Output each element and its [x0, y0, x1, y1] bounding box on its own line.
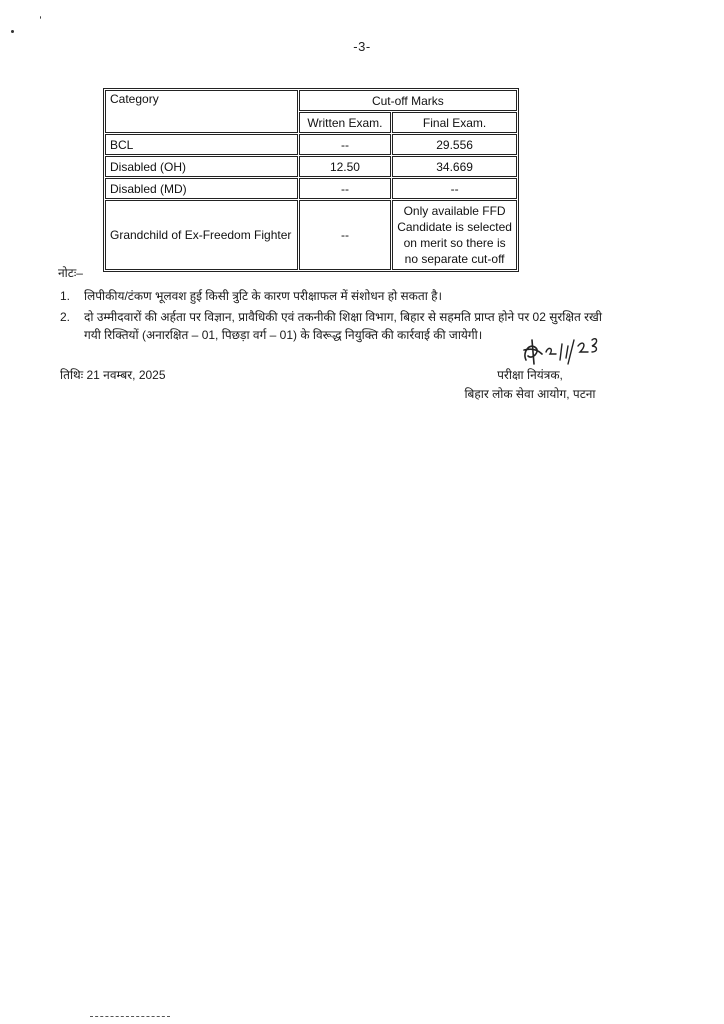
note-text: लिपीकीय/टंकण भूलवश हुई किसी त्रुटि के कारण परीक्षाफल में संशोधन हो सकता है।: [84, 289, 443, 303]
signatory-title: परीक्षा नियंत्रक,: [497, 368, 563, 382]
table-row: [105, 134, 517, 155]
notes-heading: नोटः–: [58, 266, 83, 280]
category-cell: BCL: [105, 134, 298, 155]
footer-rule: [90, 1016, 170, 1017]
final-cell: 34.669: [392, 156, 517, 177]
final-note-line: Only available FFD: [403, 204, 506, 218]
scan-speck: [40, 16, 41, 19]
handwritten-signature: [518, 330, 608, 370]
note-number: 2.: [60, 310, 71, 324]
final-exam-header: Final Exam.: [392, 112, 517, 133]
category-header: Category: [105, 90, 298, 133]
table-row: [105, 156, 517, 177]
final-note-line: no separate cut-off: [404, 252, 505, 266]
written-cell: --: [299, 178, 391, 199]
written-cell: --: [299, 200, 391, 270]
note-number: 1.: [60, 289, 71, 303]
signatory-organization: बिहार लोक सेवा आयोग, पटना: [464, 387, 596, 401]
table-row: [105, 200, 517, 270]
written-cell: --: [299, 134, 391, 155]
category-cell: Disabled (OH): [105, 156, 298, 177]
issue-date: तिथिः 21 नवम्बर, 2025: [60, 368, 166, 382]
final-cell: --: [392, 178, 517, 199]
final-cell-note: [392, 200, 517, 270]
category-cell: Disabled (MD): [105, 178, 298, 199]
cutoff-group-header: Cut-off Marks: [299, 90, 517, 111]
table-row: [105, 178, 517, 199]
cutoff-marks-table: [103, 88, 519, 272]
category-cell: Grandchild of Ex-Freedom Fighter: [105, 200, 298, 270]
signatory-block: [450, 366, 610, 404]
written-exam-header: Written Exam.: [299, 112, 391, 133]
final-cell: 29.556: [392, 134, 517, 155]
note-text: दो उम्मीदवारों की अर्हता पर विज्ञान, प्रावैधिकी एवं तकनीकी शिक्षा विभाग, बिहार से सहमति प्राप्त होने पर 02 सुरक्षित रखी गयी रिक्तियों (अनारक्षित – 01, पिछड़ा वर्ग – 01) के विरूद्ध नियुक्ति की कार्रवाई की जायेगी।: [84, 310, 602, 342]
table-header-row: [105, 90, 517, 111]
note-item: [58, 287, 618, 305]
final-note-line: on merit so there is: [403, 236, 506, 250]
scan-speck: [11, 30, 14, 33]
final-note-line: Candidate is selected: [397, 220, 512, 234]
page-number: -3-: [353, 39, 371, 54]
written-cell: 12.50: [299, 156, 391, 177]
